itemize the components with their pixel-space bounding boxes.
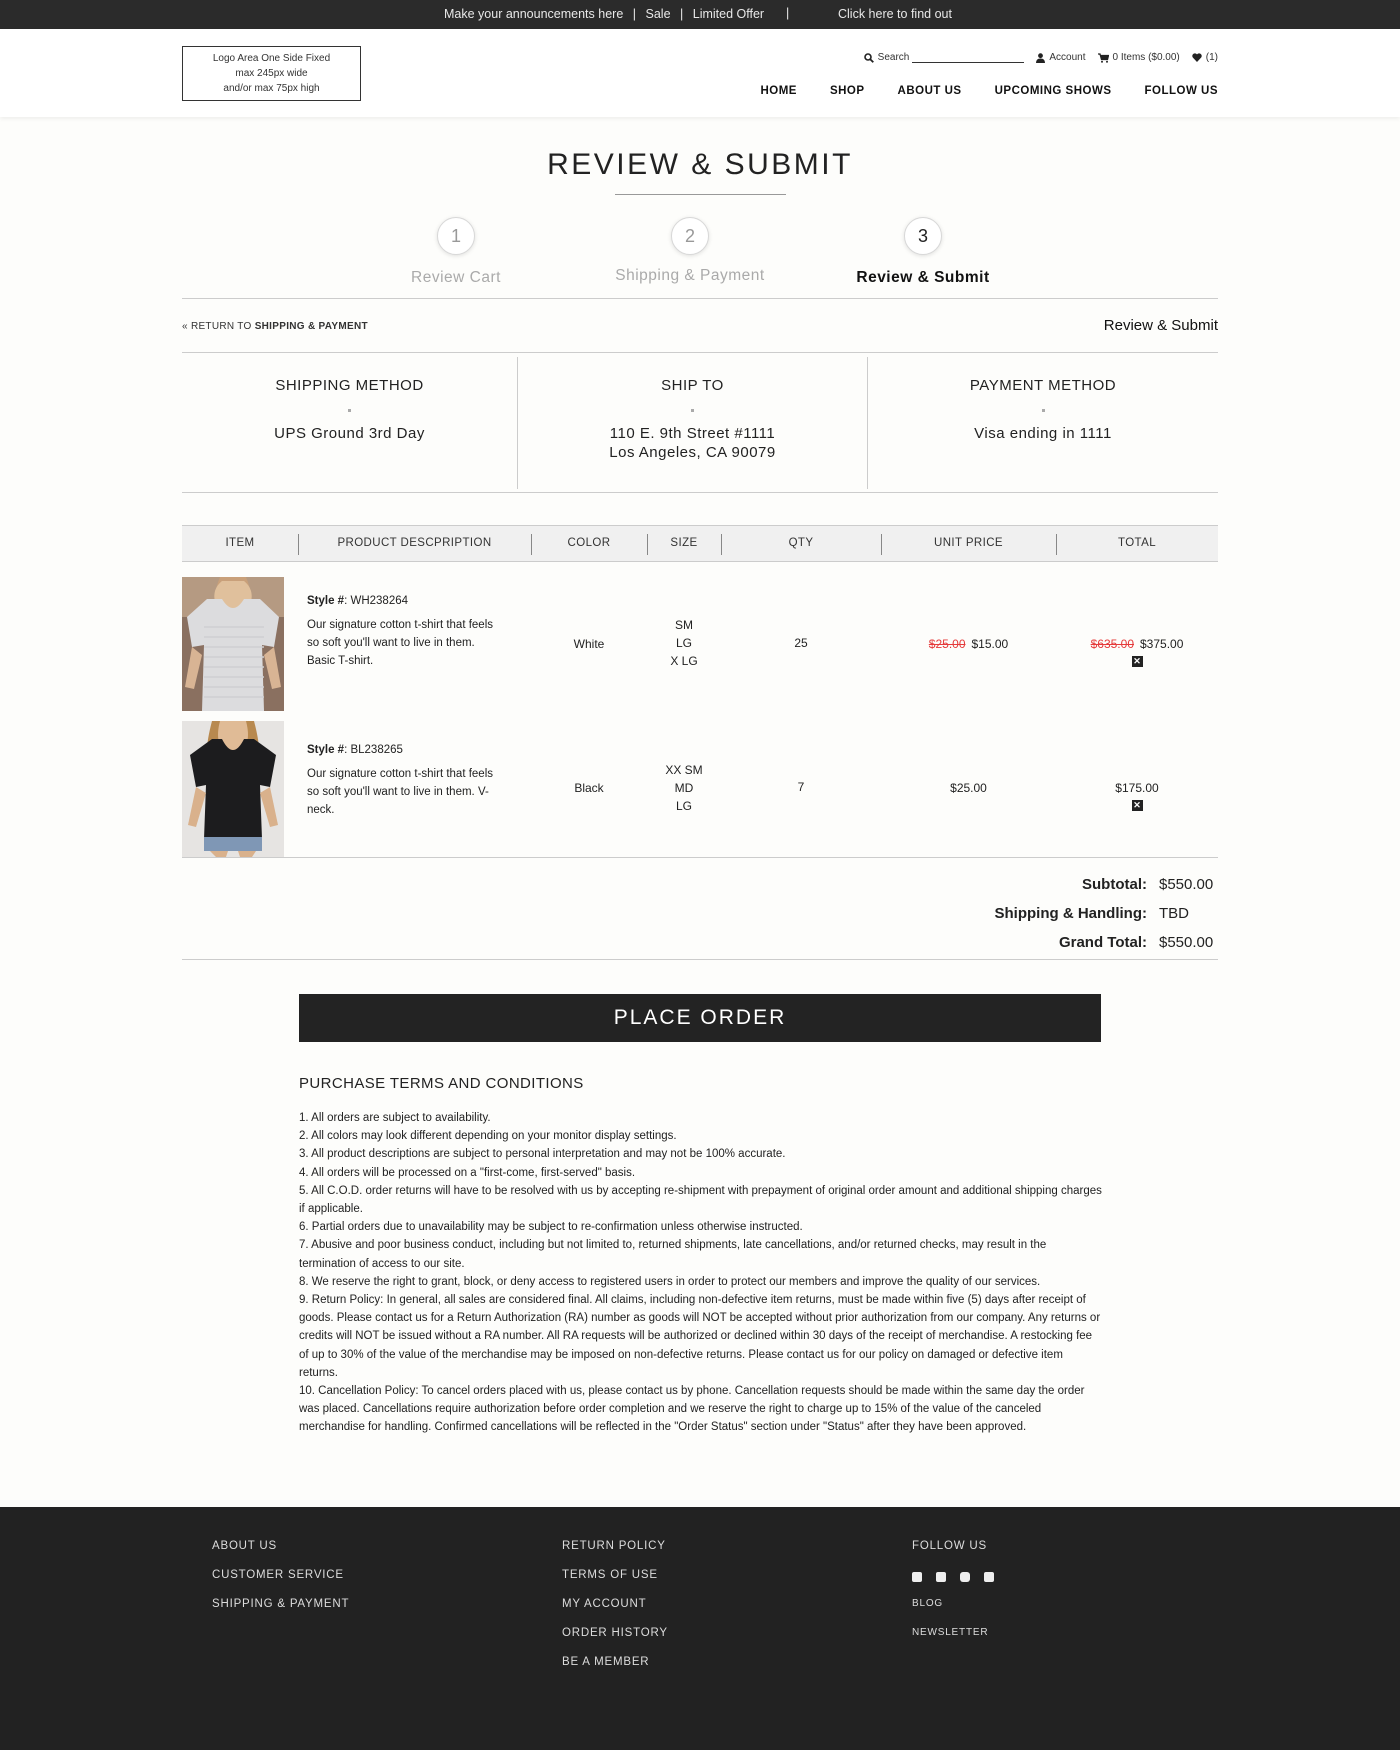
panel-heading: SHIPPING METHOD (275, 377, 424, 394)
nav-upcoming-shows[interactable]: UPCOMING SHOWS (994, 85, 1112, 97)
announcement-text (444, 7, 764, 21)
line-total (1056, 635, 1218, 667)
ship-to-address-line1: 110 E. 9th Street #1111 (609, 425, 776, 442)
terms-item: 9. Return Policy: In general, all sales are considered final. All claims, including non-defective item returns, must be made within five (5) days after receipt of goods. Please contact us for a Return Authorization (RA) number as goods will NOT be accepted without prior authorization from our company. Any returns or credits will NOT be issued without a RA number. All RA requests will be authorized or declined within 30 days of the receipt of merchandise. A restocking fee of up to 30% of the value of the merchandise may be imposed on non-defective returns. Please contact us for our policy on damaged or defective item returns. (299, 1294, 1101, 1379)
footer-link-terms-of-use[interactable]: TERMS OF USE (562, 1569, 658, 1581)
panel-heading: SHIP TO (661, 377, 724, 394)
qty-value[interactable]: 25 (794, 636, 808, 650)
shipping-label: Shipping & Handling: (994, 905, 1147, 922)
divider (182, 857, 1218, 858)
main-nav (727, 85, 1218, 97)
panel-dot (691, 409, 694, 412)
step-review-submit (823, 217, 1023, 287)
step-shipping-payment[interactable] (590, 217, 790, 285)
terms-list (299, 1109, 1104, 1437)
subtotal-label: Subtotal: (1082, 876, 1147, 893)
terms-item: 1. All orders are subject to availability. (299, 1112, 491, 1124)
remove-item-icon[interactable]: ✕ (1133, 800, 1141, 810)
announcement-divider: | (786, 6, 790, 20)
style-number (307, 592, 497, 610)
terms-item: 5. All C.O.D. order returns will have to be resolved with us by accepting re-shipment with prepayment of original order amount and additional shipping charges if applicable. (299, 1184, 1102, 1216)
color-value: White (573, 637, 605, 651)
footer-link-about-us[interactable]: ABOUT US (212, 1540, 277, 1552)
search-input[interactable] (912, 53, 1024, 63)
product-description (307, 592, 497, 670)
panel-dot (348, 409, 351, 412)
product-image-white-tshirt[interactable] (182, 577, 284, 711)
announcement-sale[interactable]: Sale (645, 7, 671, 21)
announcement-cta-link[interactable]: Click here to find out (838, 7, 952, 21)
account-label: Account (1049, 52, 1086, 63)
current-step-label: Review & Submit (1103, 317, 1218, 334)
search-label: Search (877, 52, 910, 63)
style-value: : WH238264 (344, 595, 409, 607)
twitter-icon[interactable] (936, 1572, 946, 1582)
footer-link-shipping-payment[interactable]: SHIPPING & PAYMENT (212, 1598, 350, 1610)
order-table-header (182, 525, 1218, 562)
return-to-shipping-link[interactable] (182, 321, 368, 332)
terms-item: 4. All orders will be processed on a "first-come, first-served" basis. (299, 1166, 636, 1179)
table-row (182, 721, 1218, 857)
size-value: SM (675, 618, 693, 632)
shipping-method-value: UPS Ground 3rd Day (274, 425, 425, 442)
account-link[interactable] (1036, 52, 1085, 63)
linkedin-icon[interactable] (984, 1572, 994, 1582)
table-row (182, 577, 1218, 711)
size-values (647, 761, 721, 815)
heart-icon (1192, 53, 1202, 62)
unit-price: $25.00 (950, 781, 987, 795)
logo-line: Logo Area One Side Fixed (212, 53, 331, 64)
search-control[interactable] (864, 52, 1025, 63)
terms-item: 10. Cancellation Policy: To cancel orders placed with us, please contact us by phone. Cancellation requests should be made within the same day the order was placed. Cancellations require authorization before order completion and we reserve the right to charge up to 15% of the value of the canceled merchandise for handling. Confirmed cancellations will be reflected in the "Order Status" section under "Status" after they have been approved. (299, 1385, 1085, 1434)
step-label: Review Cart (411, 269, 501, 286)
announcement-separator: | (680, 7, 684, 21)
announcement-limited-offer[interactable]: Limited Offer (692, 7, 765, 21)
remove-item-icon[interactable]: ✕ (1133, 656, 1141, 666)
wishlist-count: (1) (1205, 52, 1218, 63)
return-link-target: SHIPPING & PAYMENT (254, 321, 368, 332)
divider (182, 492, 1218, 493)
footer-link-newsletter[interactable]: NEWSLETTER (912, 1627, 989, 1638)
cart-icon (1098, 53, 1109, 63)
search-icon (864, 53, 874, 63)
site-footer (0, 1507, 1400, 1750)
nav-home[interactable]: HOME (760, 85, 797, 97)
footer-col-2 (562, 1540, 668, 1685)
qty-value[interactable]: 7 (797, 780, 805, 794)
col-item: ITEM (225, 537, 255, 549)
col-qty: QTY (788, 537, 814, 549)
shipping-value: TBD (1159, 905, 1189, 922)
style-label: Style # (307, 744, 345, 756)
order-totals (995, 870, 1218, 957)
site-header (0, 29, 1400, 117)
footer-link-be-a-member[interactable]: BE A MEMBER (562, 1656, 650, 1668)
style-number (307, 741, 497, 759)
footer-link-return-policy[interactable]: RETURN POLICY (562, 1540, 666, 1552)
utility-bar (852, 52, 1218, 63)
payment-method-panel (868, 357, 1218, 489)
ship-to-panel (518, 357, 867, 489)
terms-item: 2. All colors may look different depending on your monitor display settings. (299, 1130, 677, 1143)
cart-summary: 0 Items ($0.00) (1112, 52, 1180, 63)
page-title: REVIEW & SUBMIT (547, 148, 853, 181)
original-line-total: $635.00 (1090, 637, 1134, 651)
nav-shop[interactable]: SHOP (829, 85, 865, 97)
col-description: PRODUCT DESCPRIPTION (337, 537, 492, 549)
divider (182, 298, 1218, 299)
footer-col-3 (912, 1540, 1008, 1656)
col-size: SIZE (670, 537, 698, 549)
grand-total-value: $550.00 (1159, 934, 1214, 951)
col-total: TOTAL (1118, 537, 1156, 549)
nav-follow-us[interactable]: FOLLOW US (1144, 85, 1218, 97)
original-unit-price: $25.00 (928, 637, 966, 651)
grand-total-label: Grand Total: (1058, 934, 1147, 951)
footer-follow-us-heading: FOLLOW US (912, 1540, 987, 1552)
footer-link-blog[interactable]: BLOG (912, 1598, 943, 1609)
place-order-button[interactable]: PLACE ORDER (299, 994, 1101, 1042)
unit-price (881, 635, 1056, 653)
terms-item: 7. Abusive and poor business conduct, including but not limited to, returned shipments, late cancellations, and/or returned checks, may result in the termination of access to our site. (299, 1239, 1047, 1270)
return-link-prefix: « RETURN TO (182, 321, 255, 332)
nav-about-us[interactable]: ABOUT US (897, 85, 962, 97)
footer-link-my-account[interactable]: MY ACCOUNT (562, 1598, 647, 1610)
size-value: MD (674, 781, 694, 795)
col-color: COLOR (567, 537, 611, 549)
title-underline (615, 194, 786, 195)
social-links (912, 1569, 1008, 1598)
style-value: : BL238265 (344, 744, 403, 756)
terms-item: 8. We reserve the right to grant, block, or deny access to registered users in order to protect our members and improve the quality of our services. (299, 1275, 1041, 1288)
sale-unit-price: $15.00 (971, 637, 1009, 651)
footer-col-1 (212, 1540, 349, 1627)
grand-total-row (995, 928, 1218, 957)
tshirt-image-icon (182, 721, 284, 857)
logo-placeholder[interactable] (182, 46, 361, 101)
line-total (1056, 779, 1218, 811)
product-image-black-tshirt[interactable] (182, 721, 284, 857)
logo-line: max 245px wide (235, 68, 308, 79)
step-review-cart[interactable] (356, 217, 556, 287)
line-total-value: $175.00 (1115, 781, 1159, 795)
cart-link[interactable] (1098, 52, 1180, 63)
ship-to-address-line2: Los Angeles, CA 90079 (609, 444, 776, 461)
payment-method-value: Visa ending in 1111 (974, 425, 1112, 442)
shipping-method-panel (182, 357, 517, 489)
size-value: X LG (670, 654, 698, 668)
step-label: Review & Submit (856, 269, 990, 286)
step-number: 3 (904, 217, 942, 255)
wishlist-link[interactable] (1192, 52, 1218, 63)
shipping-row (995, 899, 1218, 928)
step-number: 2 (671, 217, 709, 255)
color-value: Black (574, 781, 604, 795)
divider (182, 352, 1218, 353)
user-icon (1036, 53, 1045, 63)
divider (182, 959, 1218, 960)
product-description (307, 741, 497, 819)
subtotal-value: $550.00 (1159, 876, 1214, 893)
announcement-message: Make your announcements here (444, 7, 624, 21)
terms-heading: PURCHASE TERMS AND CONDITIONS (299, 1075, 584, 1092)
size-value: XX SM (665, 763, 703, 777)
step-number: 1 (437, 217, 475, 255)
logo-line: and/or max 75px high (223, 83, 320, 94)
size-value: LG (675, 636, 692, 650)
footer-link-order-history[interactable]: ORDER HISTORY (562, 1627, 668, 1639)
footer-link-customer-service[interactable]: CUSTOMER SERVICE (212, 1569, 344, 1581)
terms-item: 6. Partial orders due to unavailability may be subject to re-confirmation unless otherwise instructed. (299, 1221, 803, 1234)
description-text: Our signature cotton t-shirt that feels so soft you'll want to live in them. Basic T-shirt. (307, 619, 494, 667)
announcement-bar (0, 0, 1400, 29)
announcement-separator: | (632, 7, 637, 21)
size-value: LG (675, 799, 692, 813)
tshirt-image-icon (182, 577, 284, 711)
instagram-icon[interactable] (960, 1572, 970, 1582)
description-text: Our signature cotton t-shirt that feels so soft you'll want to live in them. V-neck. (307, 768, 494, 816)
subtotal-row (995, 870, 1218, 899)
col-unit-price: UNIT PRICE (934, 537, 1003, 549)
step-label: Shipping & Payment (615, 267, 765, 284)
size-values (647, 616, 721, 670)
facebook-icon[interactable] (912, 1572, 922, 1582)
sale-line-total: $375.00 (1140, 637, 1184, 651)
panel-dot (1042, 409, 1045, 412)
terms-item: 3. All product descriptions are subject to personal interpretation and may not be 100% accurate. (299, 1148, 786, 1161)
style-label: Style # (307, 595, 345, 607)
panel-heading: PAYMENT METHOD (969, 377, 1117, 394)
